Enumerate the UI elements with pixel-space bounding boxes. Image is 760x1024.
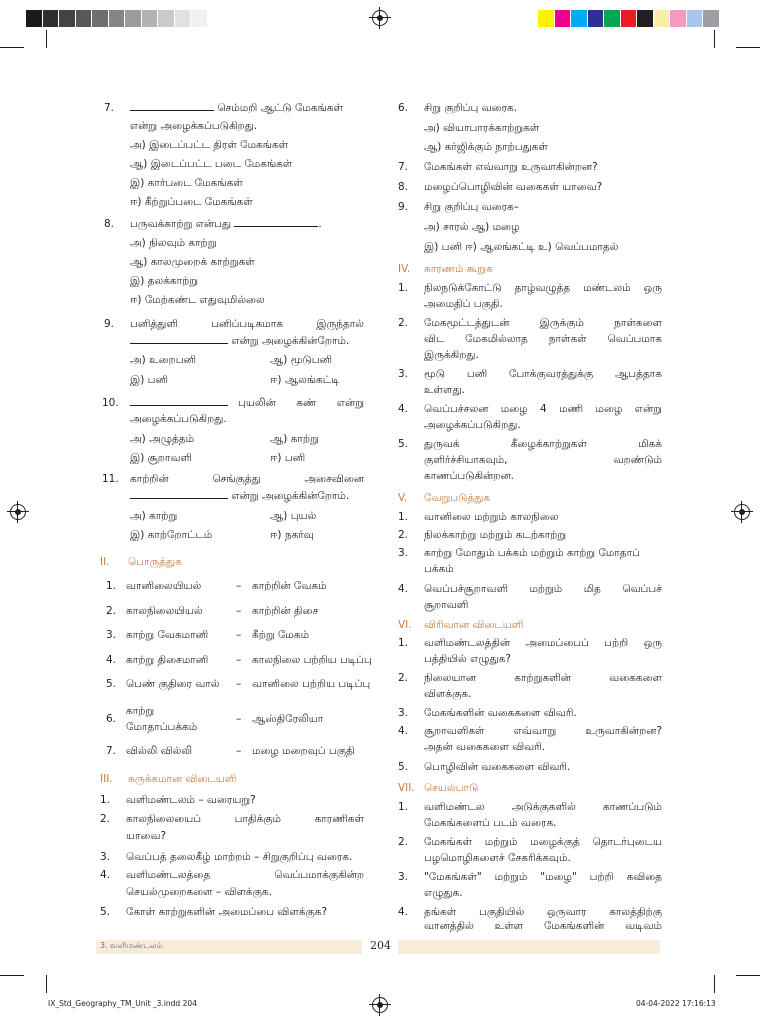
question-number: 4. — [398, 725, 409, 737]
question-text: மேகமூட்டத்துடன் இருக்கும் நாள்களை — [424, 317, 662, 329]
answer-blank — [234, 217, 318, 227]
question-number: 5. — [398, 761, 409, 773]
question-number: 2. — [398, 529, 409, 541]
calibration-swatch — [125, 10, 142, 27]
question-text: என்று அழைக்கின்றோம். — [130, 489, 349, 503]
section-number: III. — [100, 773, 113, 785]
question-text: யாவை? — [126, 830, 167, 842]
question-number: 3. — [100, 851, 111, 863]
question-text: செயல்முறைகளை – விளக்குக. — [126, 886, 272, 898]
question-text: மேகங்கள் எவ்வாறு உருவாகின்றன? — [424, 161, 598, 173]
question-number: 1. — [398, 511, 409, 523]
calibration-swatch — [26, 10, 43, 27]
option: ஆ) கர்ஜிக்கும் நாற்பதுகள் — [424, 141, 548, 153]
grayscale-calibration-bar — [26, 10, 208, 27]
option: அ) உறைபனி — [130, 354, 197, 366]
section-title: விரிவான விடையளி — [424, 619, 524, 631]
calibration-swatch — [142, 10, 159, 27]
calibration-swatch — [555, 10, 572, 27]
question-number: 8. — [398, 181, 409, 193]
option: அ) நிலவும் காற்று — [130, 237, 217, 249]
question-text: காற்றின் செங்குத்து அசைவினை — [130, 473, 364, 485]
calibration-swatch — [191, 10, 208, 27]
option: இ) தலக்காற்று — [130, 275, 199, 287]
crop-mark — [46, 975, 47, 993]
question-text: என்று அழைக்கப்படுகிறது. — [130, 120, 258, 132]
option: இ) பனி — [130, 374, 169, 386]
registration-mark-top — [372, 10, 388, 26]
color-calibration-bar — [538, 10, 720, 27]
section-title: சுருக்கமான விடையளி — [128, 773, 237, 785]
answer-blank — [130, 396, 228, 406]
crop-mark — [736, 975, 760, 976]
question-text: சிறு குறிப்பு வரைக. — [424, 102, 518, 114]
question-number: 3. — [398, 871, 409, 883]
option: அ) சாரல் ஆ) மழை — [424, 221, 520, 233]
question-text: பனித்துளி பனிப்படிகமாக இருந்தால் — [130, 318, 364, 330]
question-text: புயலின் கண் என்று — [130, 396, 364, 410]
question-number: 4. — [398, 906, 409, 918]
question-number: 9. — [398, 201, 409, 213]
crop-mark — [0, 975, 24, 976]
registration-mark-bottom — [372, 997, 388, 1013]
question-number: 9. — [104, 318, 115, 330]
section-number: V. — [398, 492, 408, 504]
question-text: துருவக் கீழைக்காற்றுகள் மிகக் — [424, 438, 662, 450]
slug-timestamp: 04-04-2022 17:16:13 — [636, 999, 716, 1008]
question-text: சூறாவளி — [424, 599, 469, 611]
option: இ) கார்படை மேகங்கள் — [130, 177, 243, 189]
question-text: வளிமண்டலம் – வரையறு? — [126, 794, 256, 806]
question-text: காணப்படுகின்றன. — [424, 470, 515, 482]
question-text: மேகங்களைப் படம் வரைக. — [424, 817, 557, 829]
question-number: 2. — [100, 813, 111, 825]
question-number: 11. — [102, 473, 119, 485]
calibration-swatch — [703, 10, 720, 27]
question-text: வளிமண்டலத்தை வெப்பமாக்குகின்ற — [126, 869, 364, 881]
option: ஆ) காற்று — [270, 433, 319, 445]
section-title: வேறுபடுத்துக — [424, 492, 491, 504]
calibration-swatch — [670, 10, 687, 27]
question-number: 8. — [104, 218, 115, 230]
question-text: மழைப்பொழிவின் வகைகள் யாவை? — [424, 181, 603, 193]
calibration-swatch — [59, 10, 76, 27]
question-text: மேகங்களின் வகைகளை விவரி. — [424, 707, 577, 719]
section-number: II. — [100, 556, 110, 568]
option: இ) காற்றோட்டம் — [130, 529, 213, 541]
question-number: 5. — [398, 438, 409, 450]
question-text: இருக்கிறது. — [424, 349, 479, 361]
question-number: 1. — [100, 794, 111, 806]
option: ஆ) மூடுபனி — [270, 354, 333, 366]
question-text: சிறு குறிப்பு வரைக– — [424, 201, 519, 213]
calibration-swatch — [92, 10, 109, 27]
question-text: காற்று மோதும் பக்கம் மற்றும் காற்று மோதாப் — [424, 547, 640, 559]
crop-mark — [714, 30, 715, 48]
question-text: மூடு பனி போக்குவரத்துக்கு ஆபத்தாக — [424, 368, 662, 380]
question-text: என்று அழைக்கின்றோம். — [130, 334, 349, 348]
question-text: விளக்குக. — [424, 688, 472, 700]
question-number: 3. — [398, 368, 409, 380]
crop-mark — [46, 30, 47, 48]
question-number: 10. — [102, 397, 119, 409]
option: அ) அழுத்தம் — [130, 433, 195, 445]
question-text: அமைதிப் பகுதி. — [424, 298, 503, 310]
question-text: அதன் வகைகளை விவரி. — [424, 741, 546, 753]
question-text: வானிலை மற்றும் காலநிலை — [424, 511, 559, 523]
question-number: 3. — [398, 707, 409, 719]
crop-mark — [736, 47, 760, 48]
footer-chapter: 3. வளிமண்டலம் — [100, 941, 163, 950]
question-text: நிலநடுக்கோட்டு தாழ்வழுத்த மண்டலம் ஒரு — [424, 282, 662, 294]
question-text: நிலக்காற்று மற்றும் கடற்காற்று — [424, 529, 567, 541]
registration-mark-left — [10, 504, 26, 520]
option: ஈ) நகர்வு — [270, 529, 314, 541]
question-text: வளிமண்டல அடுக்குகளில் காணப்படும் — [424, 801, 662, 813]
calibration-swatch — [571, 10, 588, 27]
question-number: 1. — [398, 282, 409, 294]
question-number: 4. — [398, 403, 409, 415]
question-text: குளிர்ச்சியாகவும், வறண்டும் — [424, 454, 662, 466]
option: ஆ) காலமுறைக் காற்றுகள் — [130, 256, 255, 268]
option: அ) இடைப்பட்ட திரள் மேகங்கள் — [130, 139, 289, 151]
question-number: 7. — [398, 161, 409, 173]
question-text: வானத்தில் உள்ள மேகங்களின் வடிவம் — [424, 920, 662, 932]
question-text: பக்கம் — [424, 563, 454, 575]
question-text: செம்மறி ஆட்டு மேகங்கள் — [130, 101, 343, 115]
question-number: 4. — [398, 583, 409, 595]
question-number: 2. — [398, 836, 409, 848]
question-number: 7. — [104, 102, 115, 114]
question-text: விட மேகமில்லாத நாள்கள் வெப்பமாக — [424, 333, 662, 345]
section-title: செயல்பாடு — [424, 782, 479, 794]
question-text: உள்ளது. — [424, 384, 465, 396]
option: ஈ) பனி — [270, 452, 306, 464]
calibration-swatch — [538, 10, 555, 27]
calibration-swatch — [654, 10, 671, 27]
question-text: தங்கள் பகுதியில் ஒருவார காலத்திற்கு — [424, 906, 662, 918]
question-text: அழைக்கப்படுகிறது. — [424, 419, 521, 431]
question-text: பழமொழிகளைச் சேகரிக்கவும். — [424, 852, 571, 864]
question-text: "மேகங்கள்" மற்றும் "மழை" பற்றி கவிதை — [424, 871, 662, 883]
section-number: VI. — [398, 619, 412, 631]
page-number: 204 — [370, 939, 391, 952]
calibration-swatch — [621, 10, 638, 27]
answer-blank — [130, 334, 228, 344]
footer-band-right — [398, 940, 660, 954]
question-text: பருவக்காற்று என்பது . — [130, 218, 322, 230]
option: அ) காற்று — [130, 510, 178, 522]
crop-mark — [714, 975, 715, 993]
question-text: நிலையான காற்றுகளின் வகைகளை — [424, 672, 662, 684]
option: ஆ) இடைப்பட்ட படை மேகங்கள் — [130, 158, 293, 170]
crop-mark — [0, 47, 24, 48]
calibration-swatch — [588, 10, 605, 27]
calibration-swatch — [175, 10, 192, 27]
question-number: 1. — [398, 801, 409, 813]
calibration-swatch — [76, 10, 93, 27]
option: ஈ) கீற்றுப்படை மேகங்கள் — [130, 196, 253, 208]
question-text: மேகங்கள் மற்றும் மழைக்குத் தொடர்புடைய — [424, 836, 662, 848]
question-text: வெப்பச்சூறாவளி மற்றும் மித வெப்பச் — [424, 583, 662, 595]
section-title: காரணம் கூறுக — [424, 263, 493, 275]
calibration-swatch — [109, 10, 126, 27]
question-number: 4. — [100, 869, 111, 881]
question-number: 2. — [398, 672, 409, 684]
question-text: காலநிலையைப் பாதிக்கும் காரணிகள் — [126, 813, 364, 825]
calibration-swatch — [637, 10, 654, 27]
question-text: எழுதுக. — [424, 887, 463, 899]
question-text: அழைக்கப்படுகிறது. — [130, 413, 227, 425]
question-number: 3. — [398, 547, 409, 559]
section-number: IV. — [398, 263, 411, 275]
question-text: பொழிவின் வகைகளை விவரி. — [424, 761, 571, 773]
question-number: 2. — [398, 317, 409, 329]
option: இ) பனி ஈ) ஆலங்கட்டி உ) வெப்பமாதல் — [424, 241, 619, 253]
question-number: 5. — [100, 906, 111, 918]
option: இ) சூறாவளி — [130, 452, 192, 464]
option: ஆ) புயல் — [270, 510, 317, 522]
option: அ) வியாபாரக்காற்றுகள் — [424, 122, 540, 134]
question-text: வெப்பத் தலைகீழ் மாற்றம் – சிறுகுறிப்பு வரைக. — [126, 851, 353, 863]
question-number: 1. — [398, 637, 409, 649]
answer-blank — [130, 101, 214, 111]
question-text: வளிமண்டலத்தின் அமைப்பைப் பற்றி ஒரு — [424, 637, 662, 649]
calibration-swatch — [158, 10, 175, 27]
calibration-swatch — [604, 10, 621, 27]
calibration-swatch — [687, 10, 704, 27]
slug-file-name: IX_Std_Geography_TM_Unit _3.indd 204 — [48, 999, 197, 1008]
section-number: VII. — [398, 782, 415, 794]
question-text: பத்தியில் எழுதுக? — [424, 653, 511, 665]
question-number: 6. — [398, 102, 409, 114]
registration-mark-right — [734, 504, 750, 520]
section-title: பொருத்துக — [128, 556, 182, 568]
calibration-swatch — [43, 10, 60, 27]
answer-blank — [130, 489, 228, 499]
question-text: வெப்பச்சலன மழை 4 மணி மழை என்று — [424, 403, 662, 415]
question-text: சூறாவளிகள் எவ்வாறு உருவாகின்றன? — [424, 725, 662, 737]
option: ஈ) ஆலங்கட்டி — [270, 374, 340, 386]
option: ஈ) மேற்கண்ட எதுவுமில்லை — [130, 294, 265, 306]
question-text: கோள் காற்றுகளின் அமைப்பை விளக்குக? — [126, 906, 328, 918]
